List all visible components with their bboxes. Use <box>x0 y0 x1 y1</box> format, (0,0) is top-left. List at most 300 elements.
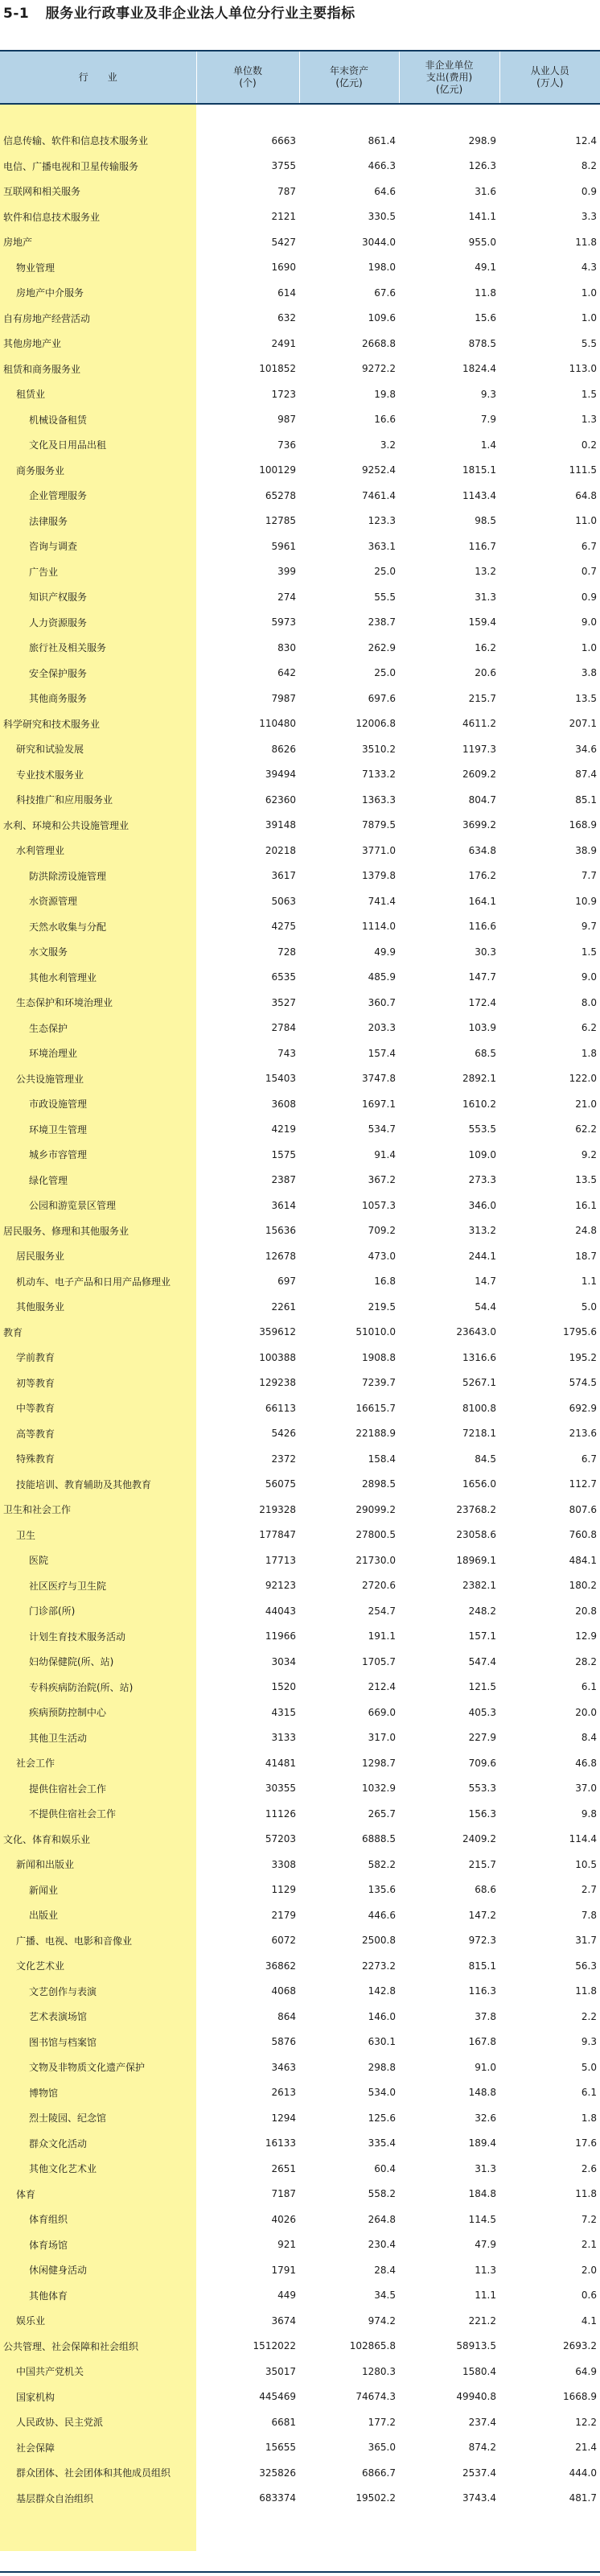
industry-name-cell <box>0 661 196 686</box>
table-row <box>0 2257 600 2283</box>
industry-name: 其他商务服务 <box>29 693 88 705</box>
industry-name: 公园和游览景区管理 <box>29 1200 117 1212</box>
assets-value: 109.6 <box>368 312 396 324</box>
assets-value: 335.4 <box>368 2137 396 2149</box>
employees-value: 2.0 <box>581 2264 597 2276</box>
industry-name-cell <box>0 1168 196 1193</box>
units-value: 44043 <box>265 1605 296 1617</box>
expense-value: 298.9 <box>468 134 496 146</box>
table-row <box>0 661 600 686</box>
expense-value: 804.7 <box>468 793 496 806</box>
table-row <box>0 787 600 813</box>
units-value: 632 <box>277 312 296 324</box>
employees-value: 7.7 <box>581 870 597 882</box>
units-value: 110480 <box>259 718 296 730</box>
assets-value: 25.0 <box>374 667 396 679</box>
table-row <box>0 1649 600 1675</box>
industry-name-cell <box>0 2207 196 2232</box>
table-row <box>0 610 600 636</box>
table-row <box>0 381 600 407</box>
expense-value: 167.8 <box>468 2036 496 2048</box>
industry-name: 水利管理业 <box>16 845 65 857</box>
units-value: 2491 <box>271 337 296 349</box>
table-row <box>0 2055 600 2080</box>
table-row <box>0 331 600 357</box>
employees-value: 3.3 <box>581 211 597 223</box>
units-value: 12785 <box>265 515 296 527</box>
industry-name: 医院 <box>29 1555 49 1567</box>
employees-value: 20.8 <box>575 1605 597 1617</box>
expense-value: 2892.1 <box>462 1073 496 1085</box>
assets-value: 2720.6 <box>362 1580 396 1592</box>
employees-value: 8.4 <box>581 1732 597 1744</box>
industry-name-cell <box>0 2131 196 2157</box>
table-row <box>0 838 600 863</box>
industry-name: 研究和试验发展 <box>16 744 84 756</box>
expense-value: 116.6 <box>468 921 496 933</box>
industry-name: 文化、体育和娱乐业 <box>3 1833 91 1845</box>
units-value: 864 <box>277 2010 296 2022</box>
table-row <box>0 2359 600 2384</box>
industry-name-cell <box>0 584 196 610</box>
table-row <box>0 1395 600 1421</box>
expense-value: 30.3 <box>475 946 496 958</box>
industry-name: 群众文化活动 <box>29 2137 88 2149</box>
industry-name: 图书馆与档案馆 <box>29 2036 97 2048</box>
assets-value: 238.7 <box>368 616 396 629</box>
assets-value: 212.4 <box>368 1681 396 1693</box>
units-value: 1791 <box>271 2264 296 2276</box>
industry-name: 艺术表演场馆 <box>29 2011 88 2023</box>
employees-value: 5.0 <box>581 2061 597 2073</box>
industry-name-cell <box>0 1243 196 1269</box>
assets-value: 9252.4 <box>362 464 396 476</box>
units-value: 100388 <box>259 1351 296 1363</box>
table-row <box>0 1902 600 1928</box>
industry-name: 娱乐业 <box>16 2315 46 2327</box>
assets-value: 1114.0 <box>362 921 396 933</box>
table-row <box>0 1953 600 1979</box>
expense-value: 68.6 <box>475 1884 496 1896</box>
industry-name: 社会保障 <box>16 2442 55 2454</box>
units-value: 6072 <box>271 1935 296 1947</box>
employees-value: 34.6 <box>575 743 597 755</box>
industry-name: 信息传输、软件和信息技术服务业 <box>3 135 149 147</box>
industry-name-cell <box>0 2030 196 2055</box>
employees-value: 0.9 <box>581 185 597 197</box>
assets-value: 125.6 <box>368 2112 396 2124</box>
units-value: 30355 <box>265 1783 296 1795</box>
employees-value: 113.0 <box>569 363 597 375</box>
industry-name-cell <box>0 381 196 407</box>
employees-value: 1.0 <box>581 286 597 299</box>
expense-value: 227.9 <box>468 1732 496 1744</box>
employees-value: 18.7 <box>575 1250 597 1262</box>
industry-name: 疾病预防控制中心 <box>29 1707 107 1719</box>
industry-name: 技能培训、教育辅助及其他教育 <box>16 1478 152 1490</box>
table-row <box>0 1320 600 1346</box>
employees-value: 6.1 <box>581 1681 597 1693</box>
industry-name-cell <box>0 280 196 306</box>
units-value: 12678 <box>265 1250 296 1262</box>
assets-value: 1057.3 <box>362 1199 396 1211</box>
industry-name: 广播、电视、电影和音像业 <box>16 1935 133 1947</box>
industry-name: 社会工作 <box>16 1758 55 1770</box>
employees-value: 11.0 <box>575 515 597 527</box>
employees-value: 28.2 <box>575 1655 597 1667</box>
employees-value: 1.1 <box>581 1276 597 1288</box>
industry-name-cell <box>0 838 196 863</box>
units-value: 4275 <box>271 921 296 933</box>
industry-name-cell <box>0 1801 196 1827</box>
employees-value: 85.1 <box>575 793 597 806</box>
industry-name-cell <box>0 1370 196 1396</box>
table-row <box>0 2409 600 2435</box>
table-row <box>0 863 600 889</box>
expense-value: 5267.1 <box>462 1377 496 1389</box>
industry-name-cell <box>0 1091 196 1117</box>
table-row <box>0 280 600 306</box>
table-row <box>0 1675 600 1700</box>
table-row <box>0 2460 600 2486</box>
assets-value: 6888.5 <box>362 1833 396 1845</box>
employees-value: 13.5 <box>575 692 597 704</box>
units-value: 4068 <box>271 1985 296 1997</box>
assets-value: 7461.4 <box>362 489 396 501</box>
industry-name-cell <box>0 1827 196 1853</box>
industry-name-cell <box>0 2055 196 2080</box>
units-value: 5427 <box>271 236 296 248</box>
assets-value: 51010.0 <box>355 1326 396 1338</box>
expense-value: 1143.4 <box>462 489 496 501</box>
expense-value: 553.5 <box>468 1123 496 1136</box>
industry-name: 文化艺术业 <box>16 1960 65 1972</box>
assets-value: 34.5 <box>374 2290 396 2302</box>
expense-value: 972.3 <box>468 1935 496 1947</box>
units-value: 5973 <box>271 616 296 629</box>
assets-value: 102865.8 <box>349 2340 396 2352</box>
expense-value: 159.4 <box>468 616 496 629</box>
industry-name: 广告业 <box>29 566 59 578</box>
expense-value: 1824.4 <box>462 363 496 375</box>
units-value: 2372 <box>271 1453 296 1465</box>
table-row <box>0 1523 600 1548</box>
units-value: 62360 <box>265 793 296 806</box>
industry-name-cell <box>0 2359 196 2384</box>
industry-name-cell <box>0 2384 196 2410</box>
industry-name: 机械设备租赁 <box>29 414 88 426</box>
industry-name-cell <box>0 483 196 509</box>
units-value: 359612 <box>259 1326 296 1338</box>
expense-value: 1197.3 <box>462 743 496 755</box>
assets-value: 534.7 <box>368 1123 396 1136</box>
header-spacer-row <box>0 104 600 128</box>
industry-name: 旅行社及相关服务 <box>29 642 107 654</box>
table-row <box>0 1598 600 1624</box>
assets-value: 1280.3 <box>362 2365 396 2377</box>
industry-name: 其他卫生活动 <box>29 1732 88 1744</box>
expense-value: 58913.5 <box>456 2340 496 2352</box>
employees-value: 1.0 <box>581 312 597 324</box>
assets-value: 16615.7 <box>355 1402 396 1414</box>
col-header-industry: 行 业 <box>0 51 196 104</box>
industry-name: 房地产 <box>3 237 33 249</box>
industry-name: 防洪除涝设施管理 <box>29 870 107 882</box>
units-value: 5961 <box>271 540 296 552</box>
assets-value: 330.5 <box>368 211 396 223</box>
expense-value: 215.7 <box>468 692 496 704</box>
industry-name-cell <box>0 2182 196 2207</box>
employees-value: 122.0 <box>569 1073 597 1085</box>
industry-name: 妇幼保健院(所、站) <box>29 1656 114 1668</box>
assets-value: 558.2 <box>368 2188 396 2200</box>
units-value: 987 <box>277 414 296 426</box>
expense-value: 32.6 <box>475 2112 496 2124</box>
industry-name-cell <box>0 939 196 965</box>
industry-name-cell <box>0 1573 196 1599</box>
industry-name-cell <box>0 965 196 991</box>
industry-name-cell <box>0 1117 196 1143</box>
expense-value: 116.7 <box>468 540 496 552</box>
industry-name-cell <box>0 1953 196 1979</box>
expense-value: 346.0 <box>468 1199 496 1211</box>
assets-value: 709.2 <box>368 1225 396 1237</box>
expense-value: 54.4 <box>475 1300 496 1313</box>
expense-value: 11.8 <box>475 286 496 299</box>
table-row <box>0 204 600 230</box>
industry-name-cell <box>0 1598 196 1624</box>
assets-value: 22188.9 <box>355 1428 396 1440</box>
expense-value: 313.2 <box>468 1225 496 1237</box>
assets-value: 7879.5 <box>362 819 396 831</box>
industry-name-cell <box>0 2435 196 2461</box>
industry-name: 生态保护和环境治理业 <box>16 997 113 1009</box>
table-row <box>0 939 600 965</box>
units-value: 65278 <box>265 489 296 501</box>
industry-name: 生态保护 <box>29 1022 68 1034</box>
employees-value: 24.8 <box>575 1225 597 1237</box>
industry-name: 博物馆 <box>29 2087 59 2099</box>
expense-value: 14.7 <box>475 1276 496 1288</box>
units-value: 3133 <box>271 1732 296 1744</box>
industry-name: 互联网和相关服务 <box>3 186 81 198</box>
expense-value: 156.3 <box>468 1807 496 1820</box>
units-value: 3034 <box>271 1655 296 1667</box>
units-value: 15655 <box>265 2442 296 2454</box>
employees-value: 4.1 <box>581 2314 597 2327</box>
industry-name-cell <box>0 1218 196 1244</box>
table-row <box>0 1294 600 1320</box>
assets-value: 630.1 <box>368 2036 396 2048</box>
industry-name-cell <box>0 331 196 357</box>
industry-name-cell <box>0 1041 196 1066</box>
units-value: 66113 <box>265 1402 296 1414</box>
table-row <box>0 255 600 281</box>
units-value: 177847 <box>259 1529 296 1541</box>
assets-value: 1908.8 <box>362 1351 396 1363</box>
page-title <box>3 2 355 27</box>
industry-name-cell <box>0 2308 196 2334</box>
table-number: 5-1 <box>3 6 30 22</box>
assets-value: 21730.0 <box>355 1554 396 1566</box>
table-row <box>0 2182 600 2207</box>
units-value: 129238 <box>259 1377 296 1389</box>
employees-value: 20.0 <box>575 1706 597 1718</box>
assets-value: 2668.8 <box>362 337 396 349</box>
employees-value: 12.9 <box>575 1630 597 1642</box>
employees-value: 0.9 <box>581 591 597 603</box>
units-value: 1723 <box>271 388 296 400</box>
expense-value: 244.1 <box>468 1250 496 1262</box>
col-header-assets: 年末资产 (亿元) <box>299 51 399 104</box>
expense-value: 3699.2 <box>462 819 496 831</box>
units-value: 3614 <box>271 1199 296 1211</box>
industry-name: 天然水收集与分配 <box>29 921 107 933</box>
employees-value: 13.5 <box>575 1174 597 1186</box>
assets-value: 198.0 <box>368 262 396 274</box>
expense-value: 18969.1 <box>456 1554 496 1566</box>
employees-value: 1.3 <box>581 414 597 426</box>
expense-value: 114.5 <box>468 2213 496 2225</box>
industry-name: 知识产权服务 <box>29 591 88 604</box>
table-row <box>0 483 600 509</box>
expense-value: 11.3 <box>475 2264 496 2276</box>
expense-value: 15.6 <box>475 312 496 324</box>
employees-value: 17.6 <box>575 2137 597 2149</box>
assets-value: 16.8 <box>374 1276 396 1288</box>
units-value: 36862 <box>265 1960 296 1972</box>
employees-value: 6.1 <box>581 2087 597 2099</box>
employees-value: 7.8 <box>581 1909 597 1921</box>
assets-value: 473.0 <box>368 1250 396 1262</box>
table-row <box>0 229 600 255</box>
industry-name-cell <box>0 204 196 230</box>
assets-value: 264.8 <box>368 2213 396 2225</box>
industry-name: 卫生和社会工作 <box>3 1504 72 1516</box>
industry-name: 租赁业 <box>16 389 46 401</box>
industry-name: 物业管理 <box>16 262 55 274</box>
industry-name: 环境治理业 <box>29 1048 78 1060</box>
industry-name-cell <box>0 888 196 914</box>
table-row <box>0 1066 600 1092</box>
table-row <box>0 2435 600 2461</box>
table-row <box>0 888 600 914</box>
employees-value: 1668.9 <box>563 2391 597 2403</box>
industry-name: 绿化管理 <box>29 1174 68 1186</box>
employees-value: 12.2 <box>575 2416 597 2428</box>
expense-value: 815.1 <box>468 1960 496 1972</box>
expense-value: 164.1 <box>468 895 496 907</box>
industry-name-cell <box>0 1193 196 1218</box>
industry-name-cell <box>0 1472 196 1498</box>
units-value: 5426 <box>271 1428 296 1440</box>
units-value: 101852 <box>259 363 296 375</box>
units-value: 614 <box>277 286 296 299</box>
employees-value: 5.5 <box>581 337 597 349</box>
employees-value: 9.7 <box>581 921 597 933</box>
industry-name: 人民政协、民主党派 <box>16 2417 104 2429</box>
assets-value: 55.5 <box>374 591 396 603</box>
expense-value: 874.2 <box>468 2442 496 2454</box>
units-value: 921 <box>277 2239 296 2251</box>
assets-value: 19502.2 <box>355 2492 396 2504</box>
expense-value: 16.2 <box>475 641 496 653</box>
industry-name-cell <box>0 1497 196 1523</box>
industry-name: 环境卫生管理 <box>29 1123 88 1136</box>
units-value: 2651 <box>271 2162 296 2174</box>
table-row <box>0 1725 600 1751</box>
assets-value: 64.6 <box>374 185 396 197</box>
assets-value: 7133.2 <box>362 769 396 781</box>
employees-value: 56.3 <box>575 1960 597 1972</box>
assets-value: 27800.5 <box>355 1529 396 1541</box>
employees-value: 1.8 <box>581 1047 597 1059</box>
units-value: 11966 <box>265 1630 296 1642</box>
industry-name: 国家机构 <box>16 2391 55 2403</box>
employees-value: 8.2 <box>581 160 597 172</box>
table-row <box>0 1016 600 1041</box>
assets-value: 1705.7 <box>362 1655 396 1667</box>
industry-name-cell <box>0 863 196 889</box>
assets-value: 582.2 <box>368 1858 396 1870</box>
expense-value: 68.5 <box>475 1047 496 1059</box>
expense-value: 7218.1 <box>462 1428 496 1440</box>
industry-name: 租赁和商务服务业 <box>3 363 81 375</box>
employees-value: 444.0 <box>569 2467 597 2479</box>
assets-value: 191.1 <box>368 1630 396 1642</box>
industry-name-cell <box>0 1700 196 1725</box>
assets-value: 142.8 <box>368 1985 396 1997</box>
assets-value: 861.4 <box>368 134 396 146</box>
industry-name: 社区医疗与卫生院 <box>29 1580 107 1592</box>
industry-name-cell <box>0 1725 196 1751</box>
industry-name-cell <box>0 357 196 382</box>
industry-name-cell <box>0 1776 196 1802</box>
units-value: 2121 <box>271 211 296 223</box>
employees-value: 6.7 <box>581 1453 597 1465</box>
assets-value: 446.6 <box>368 1909 396 1921</box>
industry-name-cell <box>0 154 196 179</box>
table-row <box>0 1928 600 1954</box>
employees-value: 0.2 <box>581 439 597 451</box>
assets-value: 28.4 <box>374 2264 396 2276</box>
units-value: 736 <box>277 439 296 451</box>
employees-value: 168.9 <box>569 819 597 831</box>
expense-value: 184.8 <box>468 2188 496 2200</box>
industry-name: 公共设施管理业 <box>16 1073 84 1085</box>
employees-value: 1795.6 <box>563 1326 597 1338</box>
industry-name: 提供住宿社会工作 <box>29 1783 107 1795</box>
table-row <box>0 711 600 737</box>
expense-value: 215.7 <box>468 1858 496 1870</box>
table-row <box>0 1573 600 1599</box>
industry-name: 计划生育技术服务活动 <box>29 1630 126 1642</box>
employees-value: 9.0 <box>581 971 597 983</box>
expense-value: 11.1 <box>475 2290 496 2302</box>
industry-name: 烈士陵园、纪念馆 <box>29 2112 107 2125</box>
table-row <box>0 154 600 179</box>
units-value: 2387 <box>271 1174 296 1186</box>
table-row <box>0 306 600 332</box>
industry-name: 卫生 <box>16 1529 36 1541</box>
assets-value: 146.0 <box>368 2010 396 2022</box>
assets-value: 3044.0 <box>362 236 396 248</box>
expense-value: 878.5 <box>468 337 496 349</box>
industry-name-cell <box>0 711 196 737</box>
assets-value: 6866.7 <box>362 2467 396 2479</box>
employees-value: 21.4 <box>575 2442 597 2454</box>
table-row <box>0 1421 600 1447</box>
